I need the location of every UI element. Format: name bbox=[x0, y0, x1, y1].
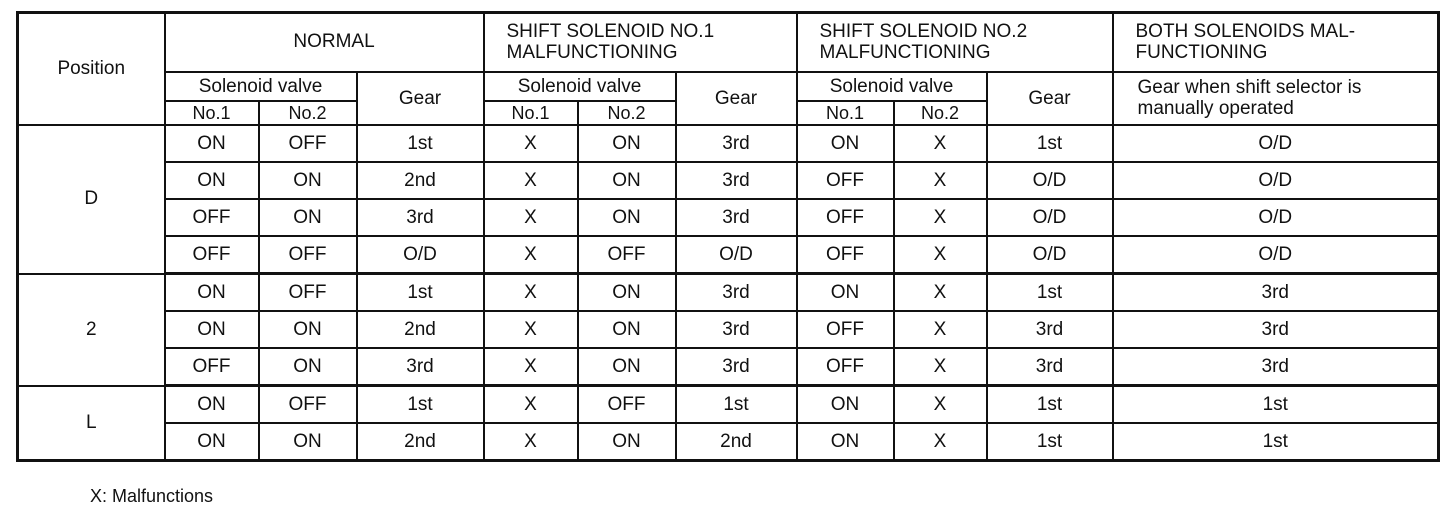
table-cell: ON bbox=[165, 386, 259, 424]
table-cell: ON bbox=[259, 199, 357, 236]
table-cell: 3rd bbox=[1113, 274, 1439, 312]
table-cell: ON bbox=[797, 125, 894, 162]
table-cell: ON bbox=[259, 311, 357, 348]
table-cell: 3rd bbox=[357, 348, 484, 386]
table-cell: X bbox=[484, 386, 578, 424]
table-cell: ON bbox=[797, 386, 894, 424]
table-cell: X bbox=[894, 162, 987, 199]
table-cell: O/D bbox=[1113, 162, 1439, 199]
table-cell: OFF bbox=[797, 311, 894, 348]
normal-gear-header: Gear bbox=[357, 72, 484, 125]
table-cell: O/D bbox=[987, 236, 1113, 274]
solenoid-1-malfunction-header: SHIFT SOLENOID NO.1 MALFUNCTIONING bbox=[484, 13, 797, 73]
solenoid-malfunction-table-container bbox=[16, 11, 1437, 462]
table-cell: 1st bbox=[1113, 423, 1439, 461]
table-cell: X bbox=[484, 274, 578, 312]
table-cell: O/D bbox=[1113, 125, 1439, 162]
table-row bbox=[18, 199, 1439, 236]
normal-no2-header: No.2 bbox=[259, 101, 357, 125]
solenoid-1-fail-no2-header: No.2 bbox=[578, 101, 676, 125]
table-cell: ON bbox=[797, 423, 894, 461]
solenoid-1-fail-gear-header: Gear bbox=[676, 72, 797, 125]
table-cell: 2nd bbox=[357, 311, 484, 348]
table-cell: 1st bbox=[987, 423, 1113, 461]
table-cell: OFF bbox=[578, 386, 676, 424]
table-cell: O/D bbox=[987, 199, 1113, 236]
solenoid-2-fail-gear-header: Gear bbox=[987, 72, 1113, 125]
table-cell: ON bbox=[165, 125, 259, 162]
position-cell: D bbox=[18, 125, 165, 274]
solenoid-1-fail-valve-header: Solenoid valve bbox=[484, 72, 676, 101]
table-row bbox=[18, 348, 1439, 386]
table-cell: 3rd bbox=[1113, 311, 1439, 348]
table-cell: OFF bbox=[578, 236, 676, 274]
table-cell: X bbox=[894, 125, 987, 162]
solenoid-2-malfunction-header: SHIFT SOLENOID NO.2 MALFUNCTIONING bbox=[797, 13, 1113, 73]
table-cell: X bbox=[894, 386, 987, 424]
table-row bbox=[18, 423, 1439, 461]
solenoid-2-fail-no1-header: No.1 bbox=[797, 101, 894, 125]
table-cell: 1st bbox=[357, 386, 484, 424]
table-row bbox=[18, 386, 1439, 424]
table-cell: ON bbox=[165, 311, 259, 348]
table-cell: 3rd bbox=[676, 348, 797, 386]
position-cell: 2 bbox=[18, 274, 165, 386]
table-cell: ON bbox=[259, 162, 357, 199]
table-cell: X bbox=[484, 125, 578, 162]
table-cell: ON bbox=[165, 274, 259, 312]
table-cell: 3rd bbox=[676, 274, 797, 312]
table-cell: X bbox=[894, 423, 987, 461]
table-cell: ON bbox=[578, 199, 676, 236]
table-cell: O/D bbox=[1113, 236, 1439, 274]
table-cell: ON bbox=[578, 348, 676, 386]
table-cell: 3rd bbox=[1113, 348, 1439, 386]
table-cell: X bbox=[484, 236, 578, 274]
table-cell: ON bbox=[578, 274, 676, 312]
table-cell: 3rd bbox=[357, 199, 484, 236]
normal-solenoid-valve-header: Solenoid valve bbox=[165, 72, 357, 101]
manual-gear-header: Gear when shift selector is manually operated bbox=[1113, 72, 1439, 125]
table-cell: X bbox=[894, 199, 987, 236]
position-cell: L bbox=[18, 386, 165, 461]
table-cell: OFF bbox=[165, 236, 259, 274]
table-cell: ON bbox=[259, 423, 357, 461]
solenoid-malfunction-table bbox=[16, 11, 1440, 462]
table-row bbox=[18, 162, 1439, 199]
table-cell: O/D bbox=[987, 162, 1113, 199]
table-cell: 3rd bbox=[987, 348, 1113, 386]
table-cell: X bbox=[484, 311, 578, 348]
table-cell: X bbox=[484, 423, 578, 461]
table-cell: 3rd bbox=[676, 199, 797, 236]
table-cell: OFF bbox=[797, 236, 894, 274]
solenoid-1-fail-no1-header: No.1 bbox=[484, 101, 578, 125]
table-cell: O/D bbox=[676, 236, 797, 274]
table-cell: OFF bbox=[165, 348, 259, 386]
table-cell: OFF bbox=[259, 386, 357, 424]
table-cell: 3rd bbox=[676, 311, 797, 348]
table-cell: O/D bbox=[1113, 199, 1439, 236]
table-cell: 1st bbox=[357, 125, 484, 162]
table-cell: 1st bbox=[987, 125, 1113, 162]
solenoid-2-fail-no2-header: No.2 bbox=[894, 101, 987, 125]
table-cell: 1st bbox=[357, 274, 484, 312]
table-cell: 2nd bbox=[357, 162, 484, 199]
table-row bbox=[18, 125, 1439, 162]
table-cell: OFF bbox=[797, 162, 894, 199]
table-cell: ON bbox=[578, 125, 676, 162]
table-cell: X bbox=[894, 348, 987, 386]
solenoid-2-fail-valve-header: Solenoid valve bbox=[797, 72, 987, 101]
table-cell: ON bbox=[578, 162, 676, 199]
table-cell: OFF bbox=[259, 125, 357, 162]
normal-header: NORMAL bbox=[165, 13, 484, 73]
table-cell: X bbox=[894, 236, 987, 274]
table-cell: 2nd bbox=[357, 423, 484, 461]
table-cell: ON bbox=[259, 348, 357, 386]
table-cell: 3rd bbox=[987, 311, 1113, 348]
table-cell: OFF bbox=[165, 199, 259, 236]
table-cell: 3rd bbox=[676, 162, 797, 199]
table-cell: 1st bbox=[987, 386, 1113, 424]
table-cell: ON bbox=[578, 311, 676, 348]
table-cell: X bbox=[484, 162, 578, 199]
normal-no1-header: No.1 bbox=[165, 101, 259, 125]
table-cell: X bbox=[484, 348, 578, 386]
table-cell: OFF bbox=[259, 236, 357, 274]
table-cell: 1st bbox=[676, 386, 797, 424]
table-cell: OFF bbox=[797, 348, 894, 386]
table-cell: X bbox=[894, 311, 987, 348]
table-cell: ON bbox=[165, 423, 259, 461]
table-cell: ON bbox=[797, 274, 894, 312]
table-body bbox=[18, 125, 1439, 461]
table-cell: X bbox=[894, 274, 987, 312]
table-row bbox=[18, 311, 1439, 348]
table-cell: 3rd bbox=[676, 125, 797, 162]
both-solenoids-malfunction-header: BOTH SOLENOIDS MAL- FUNCTIONING bbox=[1113, 13, 1439, 73]
table-cell: OFF bbox=[259, 274, 357, 312]
table-row bbox=[18, 236, 1439, 274]
table-cell: ON bbox=[165, 162, 259, 199]
position-header: Position bbox=[18, 13, 165, 126]
table-cell: O/D bbox=[357, 236, 484, 274]
table-cell: 2nd bbox=[676, 423, 797, 461]
table-row bbox=[18, 274, 1439, 312]
table-cell: X bbox=[484, 199, 578, 236]
table-cell: 1st bbox=[1113, 386, 1439, 424]
table-cell: 1st bbox=[987, 274, 1113, 312]
table-cell: ON bbox=[578, 423, 676, 461]
malfunction-footnote: X: Malfunctions bbox=[90, 486, 214, 506]
table-cell: OFF bbox=[797, 199, 894, 236]
